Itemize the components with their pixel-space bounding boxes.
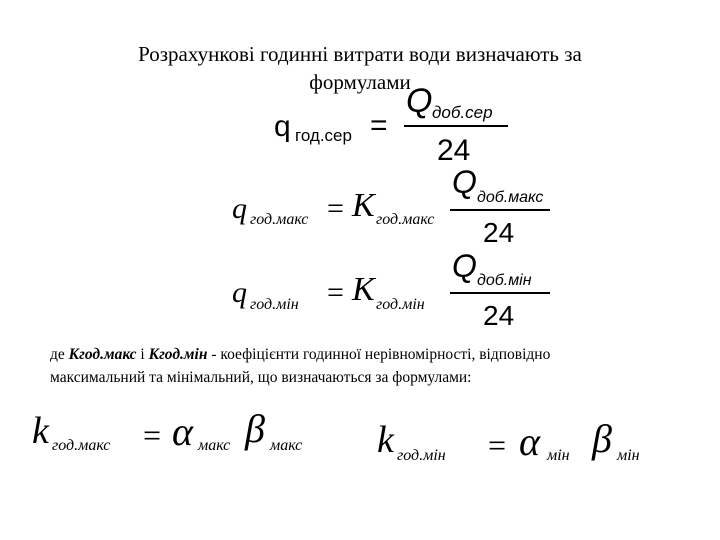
- formula4-alpha: α: [172, 409, 193, 454]
- formula4-k-subscript: год.макс: [52, 437, 111, 454]
- formula4-equals: =: [143, 417, 162, 453]
- description-line-2: максимальний та мінімальний, що визначаються за формулами:: [50, 369, 472, 386]
- slide-title: [60, 40, 660, 96]
- description-term-kmax: Кгод.макс: [68, 346, 137, 363]
- formula4-beta-subscript: макс: [270, 437, 303, 454]
- coefficients-description: [50, 343, 690, 389]
- formula5-k-subscript: год.мін: [397, 447, 446, 464]
- formula3-numerator: Q: [452, 248, 477, 284]
- formula1-q: q: [274, 110, 291, 143]
- description-line-1: [50, 343, 690, 366]
- formula2-numerator-subscript: доб.макс: [477, 189, 544, 206]
- formula5-alpha: α: [519, 419, 540, 464]
- title-line-2: формулами: [309, 70, 411, 94]
- formula2-k: K: [352, 187, 375, 224]
- formula3-q: q: [232, 276, 247, 309]
- description-conjunction: і: [136, 346, 149, 363]
- formula1-numerator: Q: [406, 82, 433, 120]
- formula4-alpha-subscript: макс: [198, 437, 231, 454]
- formula3-numerator-subscript: доб.мін: [477, 272, 532, 289]
- formula3-equals: =: [327, 276, 344, 309]
- formula2-equals: =: [327, 192, 344, 225]
- formula3-k-subscript: год.мін: [376, 296, 425, 313]
- formula1-denominator: 24: [437, 134, 471, 167]
- formula1-q-subscript: год.сер: [295, 126, 352, 145]
- title-line-1: Розрахункові годинні витрати води визначають за: [138, 42, 582, 66]
- formula3-denominator: 24: [483, 300, 515, 331]
- description-rest: - коефіцієнти годинної нерівномірності, відповідно: [207, 346, 551, 363]
- formula2-fraction-bar: [450, 209, 550, 211]
- formula2-q: q: [232, 192, 247, 225]
- formula2-denominator: 24: [483, 217, 515, 248]
- formula2-k-subscript: год.макс: [376, 211, 435, 228]
- formula2-numerator: Q: [452, 164, 477, 200]
- formula3-q-subscript: год.мін: [250, 296, 299, 313]
- formula1-numerator-subscript: доб.сер: [432, 103, 493, 122]
- formula1-equals: =: [370, 109, 388, 142]
- description-prefix: де: [50, 346, 69, 363]
- formula5-beta-subscript: мін: [617, 447, 640, 464]
- formula3-fraction-bar: [450, 292, 550, 294]
- formula3-k: K: [352, 271, 375, 308]
- formula5-k: k: [377, 419, 394, 461]
- formula2-q-subscript: год.макс: [250, 211, 309, 228]
- formula4-k: k: [32, 410, 49, 452]
- formula5-equals: =: [488, 427, 507, 463]
- formula5-alpha-subscript: мін: [547, 447, 570, 464]
- formula1-fraction-bar: [404, 125, 508, 127]
- formula5-beta: β: [592, 416, 612, 461]
- formula4-beta: β: [245, 406, 265, 451]
- description-term-kmin: Кгод.мін: [148, 346, 208, 363]
